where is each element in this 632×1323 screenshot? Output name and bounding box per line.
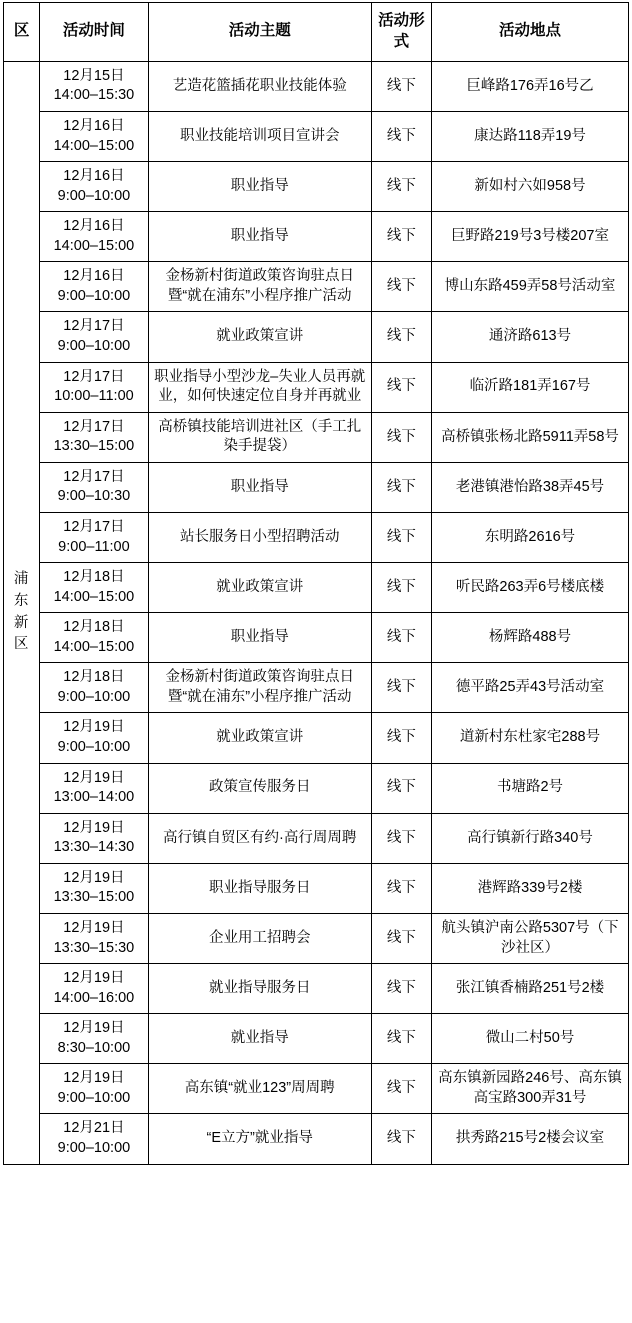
cell-time-text: 9:00–10:00 [57,187,131,204]
column-header-time: 活动时间 [40,3,149,62]
cell-time [40,863,149,913]
table-row [4,462,629,512]
cell-format: 线下 [371,1014,431,1064]
cell-format: 线下 [371,1064,431,1114]
table-row [4,1014,629,1064]
cell-topic: 高东镇“就业123”周周聘 [148,1064,371,1114]
cell-date-text: 12月16日 [63,218,125,235]
cell-date-text: 12月18日 [63,619,125,636]
cell-place: 东明路2616号 [432,512,629,562]
cell-time-text: 13:00–14:00 [53,789,135,806]
cell-format: 线下 [371,312,431,362]
cell-topic: 职业指导 [148,613,371,663]
cell-time [40,1114,149,1164]
cell-time [40,763,149,813]
table-header-row [4,3,629,62]
table-row [4,61,629,111]
cell-format: 线下 [371,412,431,462]
cell-place: 张江镇香楠路251号2楼 [432,964,629,1014]
cell-format: 线下 [371,913,431,963]
cell-date-text: 12月16日 [63,117,125,134]
cell-time-text: 9:00–10:00 [57,338,131,355]
cell-format: 线下 [371,212,431,262]
cell-time-text: 14:00–15:00 [53,588,135,605]
cell-place: 德平路25弄43号活动室 [432,663,629,713]
cell-time-text: 10:00–11:00 [54,388,134,405]
cell-format: 线下 [371,964,431,1014]
cell-time-text: 14:00–15:00 [53,137,135,154]
cell-place: 港辉路339号2楼 [432,863,629,913]
table-row [4,964,629,1014]
cell-place: 道新村东杜家宅288号 [432,713,629,763]
column-header-topic: 活动主题 [148,3,371,62]
cell-time-text: 8:30–10:00 [57,1039,131,1056]
cell-topic: 政策宣传服务日 [148,763,371,813]
cell-date-text: 12月17日 [63,418,125,435]
table-row [4,713,629,763]
cell-date-text: 12月15日 [63,67,125,84]
cell-date-text: 12月19日 [63,869,125,886]
cell-time-text: 13:30–14:30 [53,839,135,856]
cell-time [40,111,149,161]
cell-time [40,162,149,212]
column-header-district: 区 [4,3,40,62]
cell-time [40,61,149,111]
table-row [4,813,629,863]
cell-format: 线下 [371,362,431,412]
cell-time-text: 13:30–15:00 [53,889,135,906]
cell-time [40,512,149,562]
cell-date-text: 12月19日 [63,970,125,987]
cell-format: 线下 [371,713,431,763]
cell-format: 线下 [371,1114,431,1164]
cell-time [40,713,149,763]
cell-topic: “E立方”就业指导 [148,1114,371,1164]
cell-date-text: 12月18日 [63,569,125,586]
cell-topic: 职业指导 [148,212,371,262]
cell-time [40,964,149,1014]
table-row [4,212,629,262]
cell-place: 航头镇沪南公路5307号（下沙社区） [432,913,629,963]
cell-format: 线下 [371,61,431,111]
cell-topic: 金杨新村街道政策咨询驻点日暨“就在浦东”小程序推广活动 [148,262,371,312]
cell-topic: 站长服务日小型招聘活动 [148,512,371,562]
table-row [4,763,629,813]
cell-format: 线下 [371,462,431,512]
table-row [4,663,629,713]
table-row [4,913,629,963]
cell-topic: 艺造花篮插花职业技能体验 [148,61,371,111]
cell-place: 拱秀路215号2楼会议室 [432,1114,629,1164]
cell-time-text: 9:00–10:00 [57,1089,131,1106]
cell-time-text: 9:00–10:00 [57,287,131,304]
cell-date-text: 12月17日 [63,318,125,335]
cell-format: 线下 [371,813,431,863]
cell-format: 线下 [371,262,431,312]
cell-time-text: 13:30–15:00 [53,438,135,455]
cell-place: 博山东路459弄58号活动室 [432,262,629,312]
cell-time [40,613,149,663]
cell-format: 线下 [371,512,431,562]
cell-date-text: 12月18日 [63,669,125,686]
cell-date-text: 12月19日 [63,919,125,936]
cell-topic: 金杨新村街道政策咨询驻点日暨“就在浦东”小程序推广活动 [148,663,371,713]
cell-topic: 就业政策宣讲 [148,312,371,362]
cell-time [40,813,149,863]
district-label: 浦 东 新 区 [13,571,30,653]
cell-date-text: 12月17日 [63,468,125,485]
cell-topic: 职业指导服务日 [148,863,371,913]
cell-format: 线下 [371,663,431,713]
cell-time-text: 9:00–10:00 [57,1140,131,1157]
district-cell [4,61,40,1164]
cell-time [40,212,149,262]
cell-format: 线下 [371,613,431,663]
cell-topic: 就业指导服务日 [148,964,371,1014]
column-header-place: 活动地点 [432,3,629,62]
table-row [4,1114,629,1164]
cell-time [40,262,149,312]
cell-place: 通济路613号 [432,312,629,362]
cell-time-text: 14:00–15:30 [53,87,135,104]
cell-format: 线下 [371,863,431,913]
cell-place: 高桥镇张杨北路5911弄58号 [432,412,629,462]
cell-place: 高行镇新行路340号 [432,813,629,863]
cell-place: 听民路263弄6号楼底楼 [432,563,629,613]
cell-date-text: 12月16日 [63,168,125,185]
cell-date-text: 12月16日 [63,268,125,285]
cell-format: 线下 [371,162,431,212]
cell-topic: 职业技能培训项目宣讲会 [148,111,371,161]
cell-place: 高东镇新园路246号、高东镇高宝路300弄31号 [432,1064,629,1114]
cell-time [40,1014,149,1064]
cell-time-text: 14:00–15:00 [53,237,135,254]
cell-time [40,462,149,512]
cell-topic: 就业指导 [148,1014,371,1064]
cell-time-text: 14:00–15:00 [53,638,135,655]
table-row [4,111,629,161]
cell-time-text: 14:00–16:00 [53,989,135,1006]
cell-time-text: 9:00–10:30 [57,488,131,505]
cell-topic: 就业政策宣讲 [148,713,371,763]
cell-topic: 企业用工招聘会 [148,913,371,963]
cell-date-text: 12月19日 [63,719,125,736]
cell-time [40,913,149,963]
cell-date-text: 12月19日 [63,819,125,836]
cell-place: 杨辉路488号 [432,613,629,663]
cell-time [40,1064,149,1114]
table-row [4,613,629,663]
cell-place: 临沂路181弄167号 [432,362,629,412]
table-row [4,162,629,212]
table-row [4,563,629,613]
table-row [4,362,629,412]
cell-time [40,563,149,613]
cell-format: 线下 [371,111,431,161]
cell-place: 巨野路219号3号楼207室 [432,212,629,262]
cell-date-text: 12月17日 [63,518,125,535]
cell-time [40,663,149,713]
cell-time-text: 9:00–10:00 [57,688,131,705]
table-body [4,61,629,1164]
table-row [4,262,629,312]
cell-time [40,312,149,362]
cell-time [40,362,149,412]
cell-time-text: 9:00–10:00 [57,739,131,756]
table-row [4,863,629,913]
table-row [4,512,629,562]
cell-topic: 就业政策宣讲 [148,563,371,613]
table-row [4,412,629,462]
cell-date-text: 12月21日 [63,1120,125,1137]
cell-format: 线下 [371,563,431,613]
cell-time-text: 9:00–11:00 [58,538,130,555]
cell-place: 康达路118弄19号 [432,111,629,161]
cell-place: 巨峰路176弄16号乙 [432,61,629,111]
cell-time [40,412,149,462]
cell-place: 新如村六如958号 [432,162,629,212]
cell-date-text: 12月19日 [63,769,125,786]
cell-place: 微山二村50号 [432,1014,629,1064]
table-row [4,312,629,362]
activity-schedule-table [3,2,629,1165]
table-header [4,3,629,62]
cell-topic: 高桥镇技能培训进社区（手工扎染手提袋） [148,412,371,462]
column-header-format: 活动形式 [371,3,431,62]
cell-format: 线下 [371,763,431,813]
table-row [4,1064,629,1114]
cell-place: 书塘路2号 [432,763,629,813]
cell-topic: 职业指导 [148,162,371,212]
cell-date-text: 12月19日 [63,1070,125,1087]
cell-time-text: 13:30–15:30 [53,939,135,956]
cell-topic: 职业指导小型沙龙–失业人员再就业，如何快速定位自身并再就业 [148,362,371,412]
cell-date-text: 12月19日 [63,1020,125,1037]
cell-date-text: 12月17日 [63,368,125,385]
cell-topic: 职业指导 [148,462,371,512]
cell-place: 老港镇港怡路38弄45号 [432,462,629,512]
cell-topic: 高行镇自贸区有约·高行周周聘 [148,813,371,863]
